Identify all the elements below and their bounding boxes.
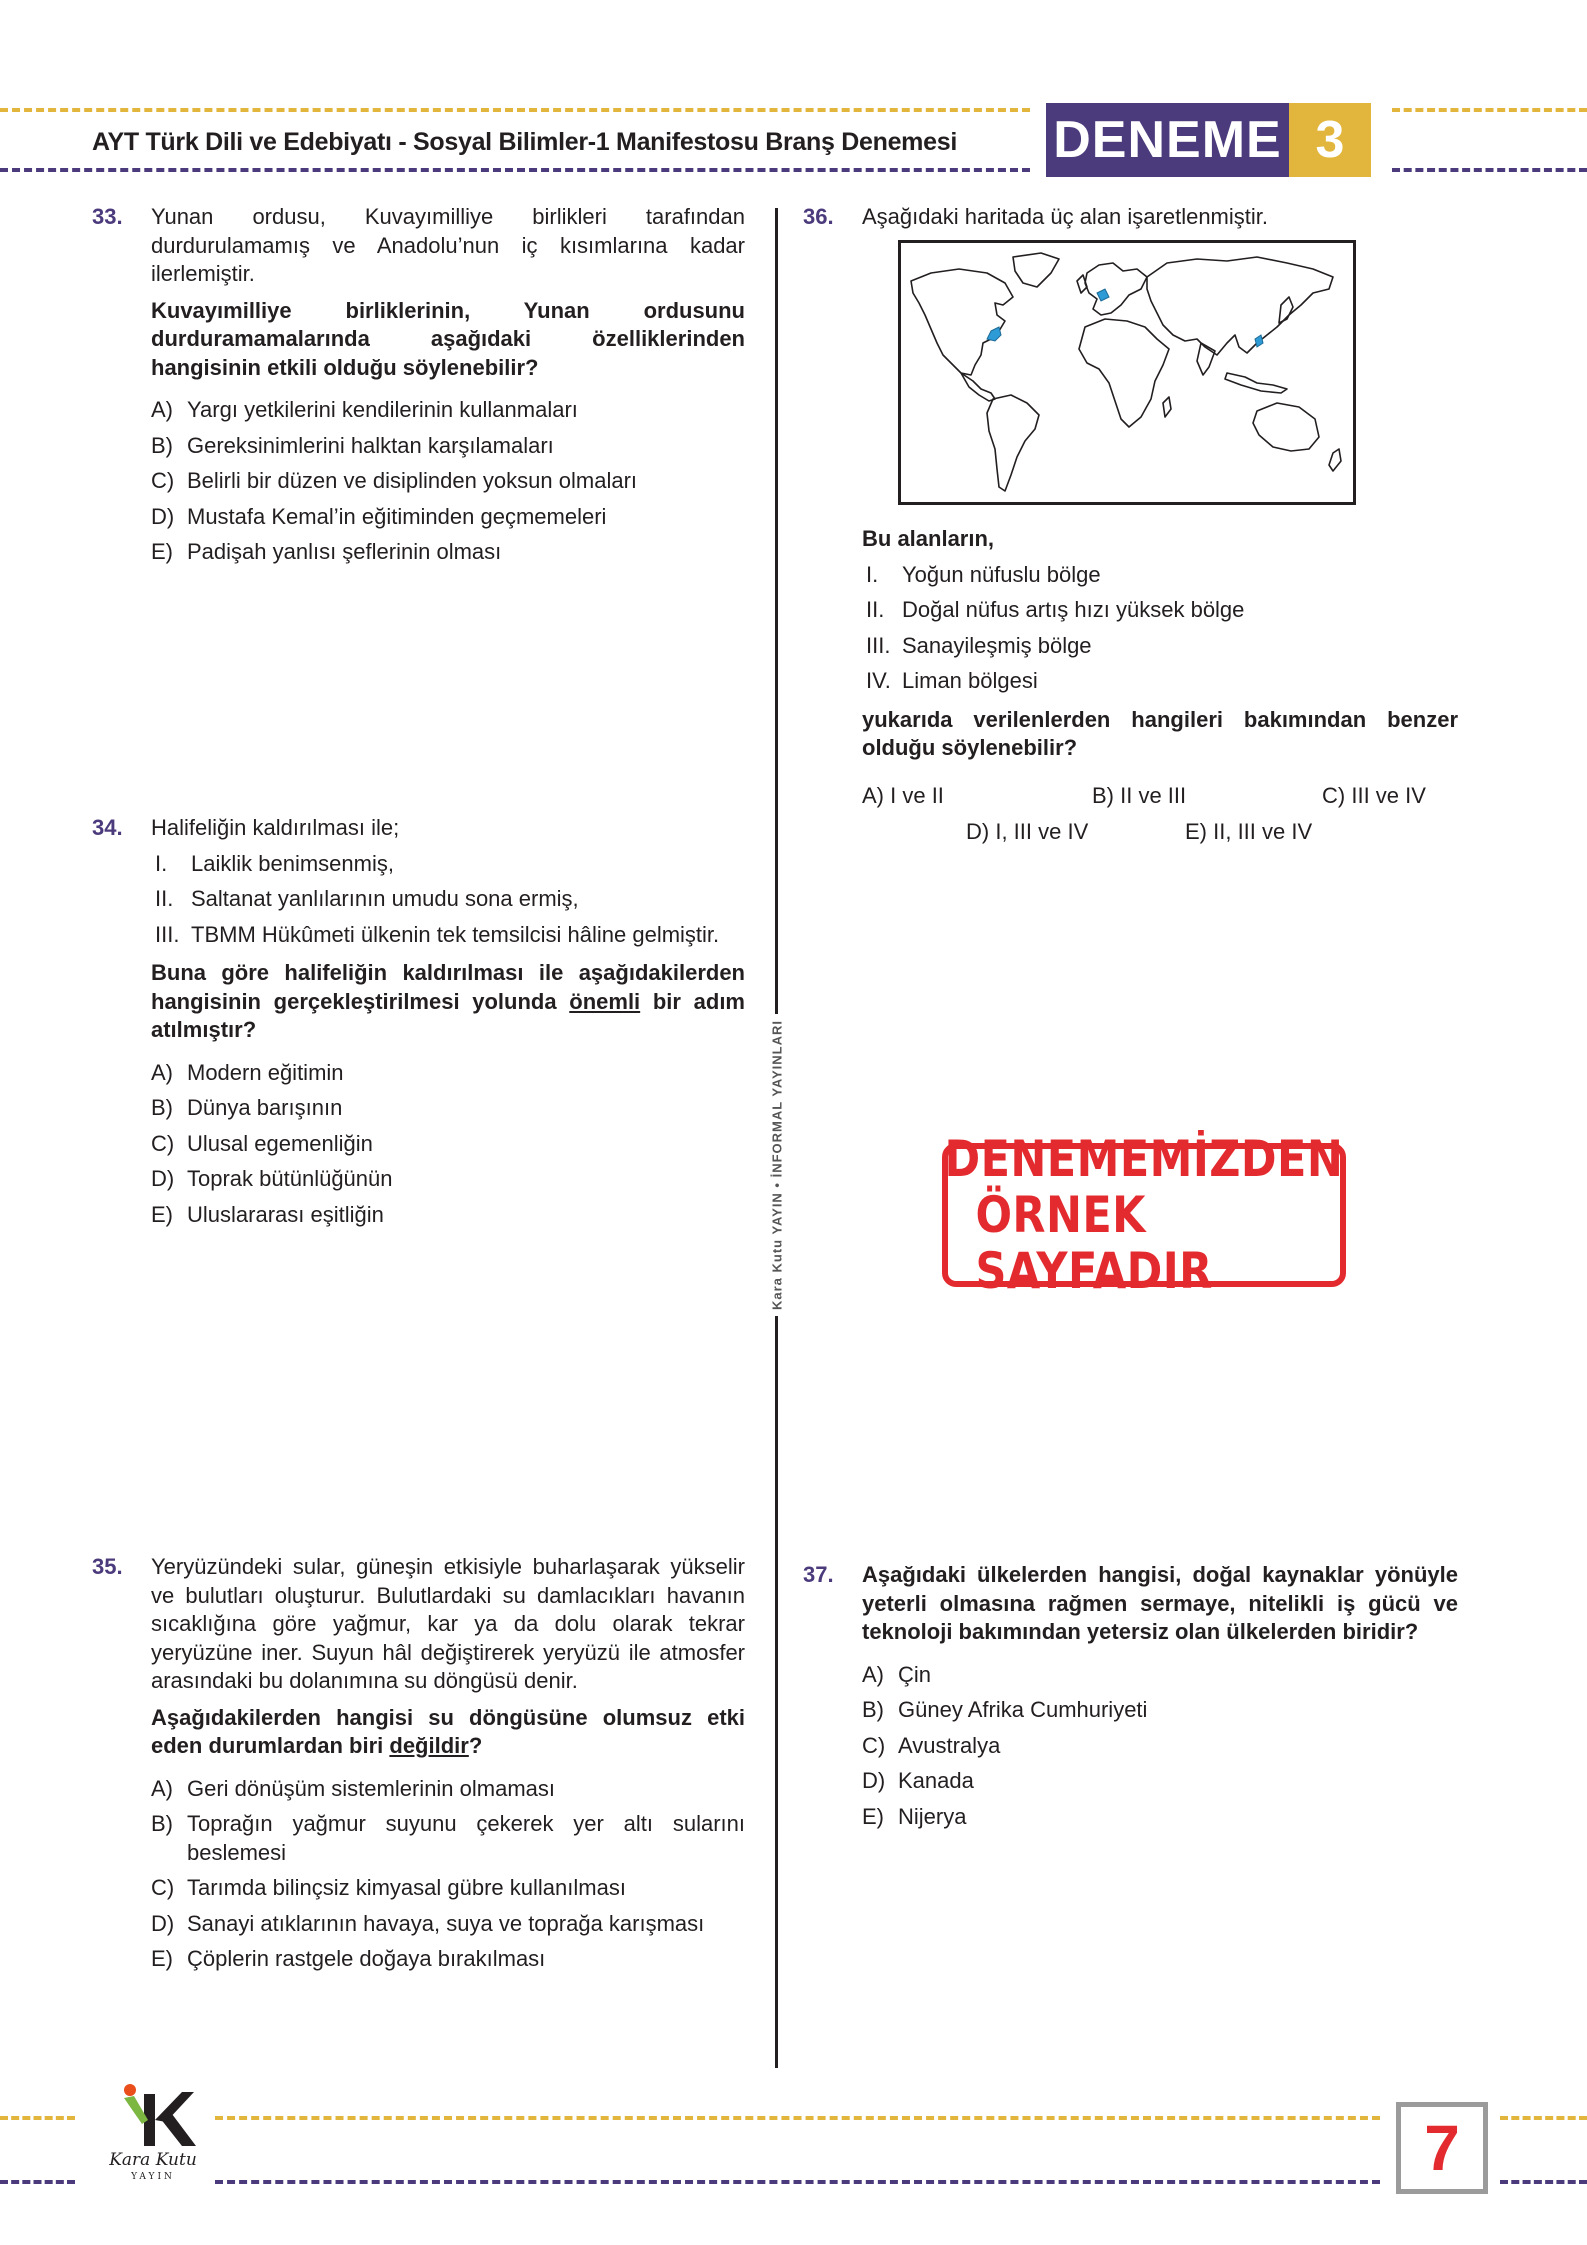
question-number: 33. [92, 204, 123, 229]
roman-item: III. Sanayileşmiş bölge [866, 632, 1092, 658]
question-prompt: Aşağıdakilerden hangisi su döngüsüne olumsuz etki eden durumlardan biri değildir? [151, 1704, 745, 1758]
answer-options [862, 1661, 1458, 1832]
footer-rule-right [1500, 2116, 1587, 2120]
question-number: 34. [92, 815, 123, 840]
deneme-badge [1046, 103, 1371, 177]
south-america-outline [987, 395, 1039, 491]
publisher-vertical-label [762, 985, 792, 1345]
answer-options [151, 1775, 745, 1974]
option-e[interactable]: E) Nijerya [862, 1803, 967, 1829]
question-stem: Yunan ordusu, Kuvayımilliye birlikleri tarafından durdurulamamış ve Anadolu’nun iç kısımlarına kadar ilerlemiştir. [151, 204, 745, 286]
page-number: 7 [1396, 2102, 1488, 2194]
footer-rule-left-purple [0, 2180, 75, 2184]
roman-item: IV. Liman bölgesi [866, 668, 1038, 693]
japan-outline [1279, 297, 1293, 323]
question-number: 37. [803, 1562, 834, 1587]
question-36-body [862, 525, 1458, 763]
stamp-line-1: DENEMEMİZDEN [944, 1130, 1344, 1188]
header-top-rule [0, 108, 1030, 112]
option-b[interactable]: B) Gereksinimlerini halktan karşılamaları [151, 432, 554, 458]
marker-north-america-east-coast [987, 327, 1001, 341]
option-c[interactable]: C) III ve IV [1322, 783, 1426, 808]
logo-subtitle: YAYIN [131, 2172, 175, 2182]
answer-options [151, 1059, 745, 1230]
footer-rule-yellow [215, 2116, 1380, 2120]
answer-options [151, 396, 745, 567]
publisher-vertical-text: Kara Kutu YAYIN • İNFORMAL YAYINLARI [770, 1014, 785, 1316]
option-a[interactable]: A) Modern eğitimin [151, 1059, 344, 1085]
roman-list [862, 561, 1458, 696]
roman-item: II. Doğal nüfus artış hızı yüksek bölge [866, 597, 1245, 622]
header-bottom-rule [0, 168, 1030, 172]
badge-number: 3 [1289, 103, 1371, 177]
header-top-rule-right [1392, 108, 1587, 112]
option-c[interactable]: C) Belirli bir düzen ve disiplinden yoksun olmaları [151, 468, 638, 493]
question-prompt: yukarıda verilenlerden hangileri bakımından benzer olduğu söylenebilir? [862, 706, 1458, 760]
asia-outline [1147, 257, 1333, 355]
badge-word: DENEME [1046, 103, 1289, 177]
emphasis-underline: önemli [569, 988, 641, 1014]
question-prompt: Kuvayımilliye birliklerinin, Yunan ordusunu durduramamalarında aşağıdaki özelliklerinden hangisinin etkili olduğu söylenebilir? [151, 297, 745, 380]
option-e[interactable]: E) Uluslararası eşitliğin [151, 1201, 384, 1227]
question-stem: Aşağıdaki haritada üç alan işaretlenmiştir. [862, 204, 1268, 229]
option-c[interactable]: C) Ulusal egemenliğin [151, 1130, 373, 1156]
north-america-outline [911, 269, 1013, 375]
option-d[interactable]: D) I, III ve IV [966, 819, 1089, 844]
central-america-outline [961, 373, 995, 401]
question-number: 36. [803, 204, 834, 229]
roman-item: III. TBMM Hükûmeti ülkenin tek temsilcisi hâline gelmiştir. [155, 921, 720, 947]
greenland-outline [1013, 253, 1059, 287]
marker-western-europe [1097, 289, 1109, 301]
option-b[interactable]: B) II ve III [1092, 783, 1187, 808]
europe-outline [1085, 263, 1147, 315]
madagascar-outline [1163, 397, 1171, 417]
roman-item: I. Yoğun nüfuslu bölge [866, 561, 1101, 587]
footer-rule-right-purple [1500, 2180, 1587, 2184]
option-d[interactable]: D) Sanayi atıklarının havaya, suya ve toprağa karışması [151, 1910, 705, 1936]
emphasis-underline: değildir [389, 1733, 469, 1758]
option-e[interactable]: E) II, III ve IV [1185, 819, 1313, 844]
option-a[interactable]: A) Geri dönüşüm sistemlerinin olmaması [151, 1775, 556, 1801]
exam-title: AYT Türk Dili ve Edebiyatı - Sosyal Bilimler-1 Manifestosu Branş Denemesi [92, 128, 957, 156]
option-a[interactable]: A) Çin [862, 1661, 932, 1687]
logo-name: Kara Kutu [109, 2150, 197, 2170]
question-stem: Yeryüzündeki sular, güneşin etkisiyle buharlaşarak yükselir ve bulutları oluşturur. Bulutlardaki su damlacıkları havanın sıcaklığına göre yağmur, kar ya da dolu olarak tekrar yeryüzüne iner. Suyun hâl değiştirerek yeryüzü ile atmosfer arasındaki bu dolanımına su döngüsü denir. [151, 1554, 745, 1693]
option-b[interactable]: B) Güney Afrika Cumhuriyeti [862, 1697, 1148, 1722]
stamp-line-2: ÖRNEK SAYFADIR [975, 1186, 1213, 1300]
option-d[interactable]: D) Toprak bütünlüğünün [151, 1166, 393, 1191]
option-b[interactable]: B) Dünya barışının [151, 1095, 343, 1120]
world-map-svg [901, 243, 1353, 502]
question-36-options [862, 783, 1462, 853]
footer-rule-purple [215, 2180, 1380, 2184]
option-a[interactable]: A) Yargı yetkilerini kendilerinin kullanmaları [151, 397, 578, 422]
option-e[interactable]: E) Padişah yanlısı şeflerinin olması [151, 539, 502, 564]
logo-k-icon [110, 2080, 200, 2150]
option-d[interactable]: D) Kanada [862, 1768, 974, 1793]
option-c[interactable]: C) Tarımda bilinçsiz kimyasal gübre kullanılması [151, 1875, 626, 1900]
option-b[interactable]: B) Toprağın yağmur suyunu çekerek yer altı sularını beslemesi [151, 1811, 745, 1865]
africa-outline [1079, 319, 1169, 427]
indonesia-outline [1225, 373, 1287, 393]
footer-rule-left [0, 2116, 75, 2120]
question-prompt: Buna göre halifeliğin kaldırılması ile aşağıdakilerden hangisinin gerçekleştirilmesi yolunda önemli bir adım atılmıştır? [151, 960, 745, 1042]
option-e[interactable]: E) Çöplerin rastgele doğaya bırakılması [151, 1946, 546, 1971]
roman-list [151, 850, 745, 950]
option-d[interactable]: D) Mustafa Kemal’in eğitiminden geçmemeleri [151, 503, 607, 529]
australia-outline [1253, 403, 1319, 451]
header-bottom-rule-right [1392, 168, 1587, 172]
question-stem: Halifeliğin kaldırılması ile; [151, 815, 400, 840]
list-lead: Bu alanların, [862, 526, 995, 551]
question-number: 35. [92, 1554, 123, 1579]
question-prompt: Aşağıdaki ülkelerden hangisi, doğal kaynaklar yönüyle yeterli olmasına rağmen sermaye, nitelikli iş gücü ve teknoloji bakımından yetersiz olan ülkelerden biridir? [862, 1562, 1458, 1644]
roman-item: II. Saltanat yanlılarının umudu sona ermiş, [155, 886, 579, 911]
world-map [898, 240, 1356, 505]
option-a[interactable]: A) I ve II [862, 783, 944, 808]
marker-east-asia [1255, 335, 1263, 347]
sample-page-stamp [942, 1130, 1346, 1300]
option-c[interactable]: C) Avustralya [862, 1732, 1001, 1758]
new-zealand-outline [1329, 449, 1341, 471]
roman-item: I. Laiklik benimsenmiş, [155, 850, 394, 876]
